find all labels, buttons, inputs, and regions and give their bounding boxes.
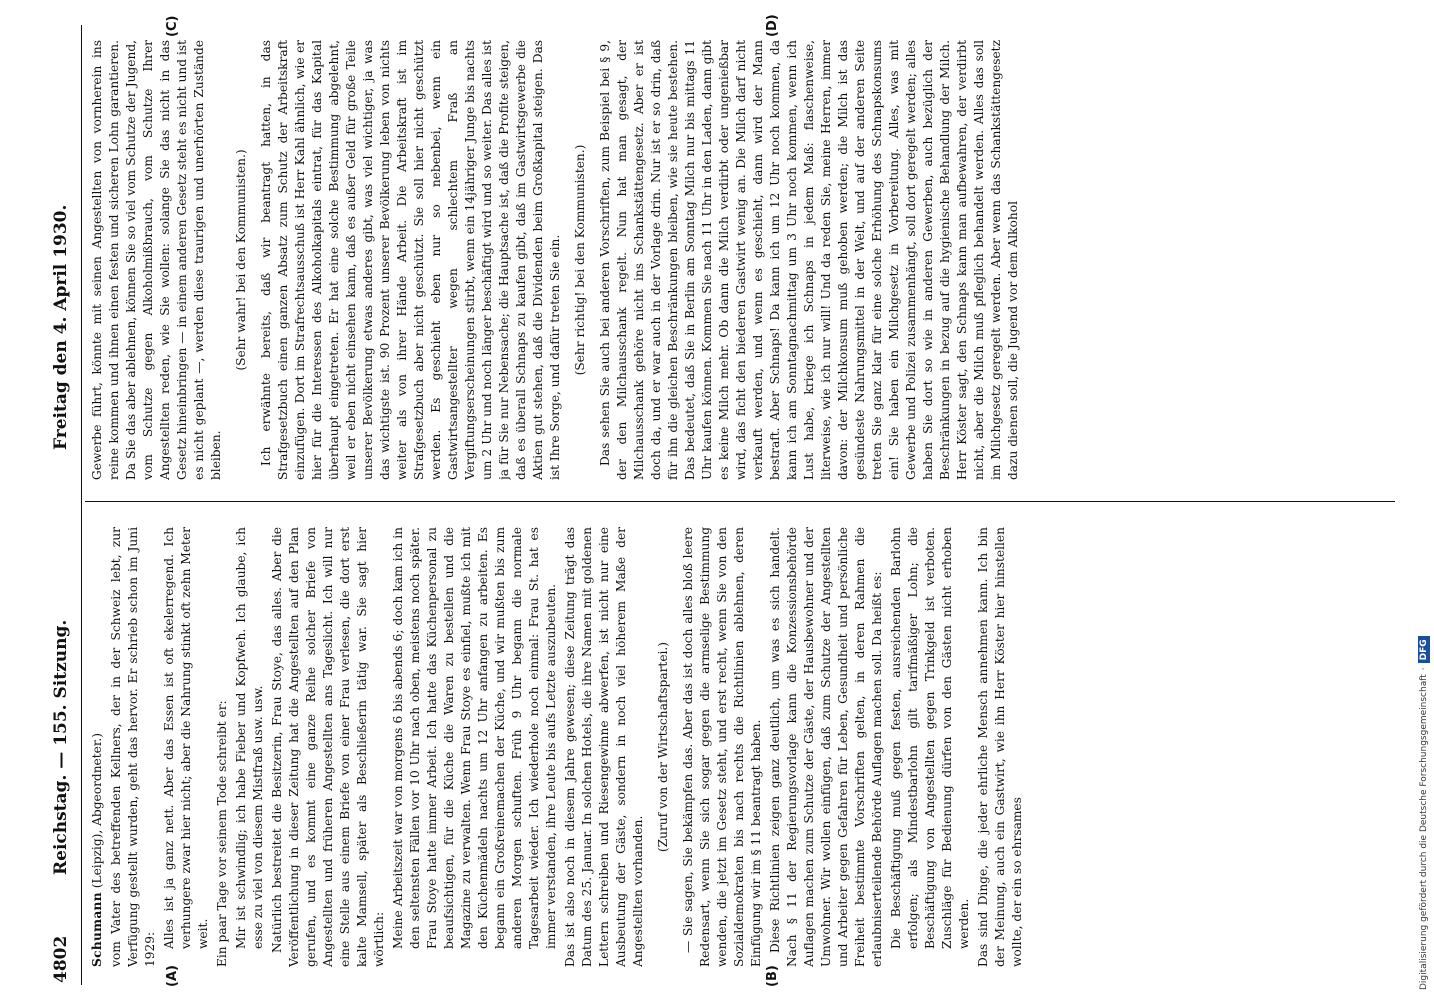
document-page bbox=[45, 14, 1405, 987]
paragraph: vom Vater des betreffenden Kellners, der in der Schweiz lebt, zur Verfügung gestellt wurden, geht das hervor. Er schrieb schon im Juni 1929: bbox=[109, 527, 157, 967]
left-column bbox=[89, 527, 1389, 967]
paragraph: Natürlich bestreitet die Besitzerin, Frau Stoye, das alles. Aber die Veröffentlichung in dieser Zeitung hat die Angestellten auf den Plan gerufen, und es kommt eine ganze Reihe solcher Briefe von Angestellten und früheren Angestellten ans Tageslicht. Ich will nur eine Stelle aus einem Briefe von einer Frau verlesen, die dort erst kalte Mamsell, später als Beschließerin tätig war. Sie sagt hier wörtlich: bbox=[270, 527, 386, 967]
session-date: Freitag den 4. April 1930. bbox=[51, 204, 71, 450]
paragraph: Gewerbe führt, könnte mit seinen Angestellten von vornherein ins reine kommen und ihnen einen festen und sicheren Lohn garantieren. Da Sie das aber ablehnen, können Sie so viel vom Schutze der Jugend, vom Schutze gegen Alkoholmißbrauch, vom Schutze Ihrer Angestellten reden, wie Sie wollen: solange Sie das nicht in das Gesetz hineinbringen — in einem anderen Gesetz steht es nicht und ist es nicht geplant —, werden diese traurigen und unerhörten Zustände bleiben. bbox=[90, 40, 223, 480]
quotation: Alles ist ja ganz nett. Aber das Essen ist oft ekelerregend. Ich verhungere zwar hier nicht; aber die Nahrung stinkt oft zehn Meter weit. bbox=[162, 527, 210, 949]
interjection: (Sehr wahr! bei den Kommunisten.) bbox=[234, 149, 248, 371]
paragraph: Ich erwähnte bereits, daß wir beantragt hatten, in das Strafgesetzbuch einen ganzen Absatz zum Schutz der Arbeitskraft einzufügen. Dort im Strafrechtsausschuß ist Herr Kahl ähnlich, wie er hier für die Interessen des Alkoholkapitals eintrat, für das Kapital überhaupt eingetreten. Er hat eine solche Bestimmung abgelehnt, weil er eben nicht einsehen kann, daß es außer Geld für große Teile unserer Bevölkerung etwas anderes gibt, was viel wichtiger, ja was das wichtigste ist. 90 Prozent unserer Bevölkerung leben von nichts weiter als von ihrer Hände Arbeit. Die Arbeitskraft ist im Strafgesetzbuch aber nicht geschützt. Sie soll hier nicht geschützt werden. Es geschieht eben nur so nebenbei, wenn ein Gastwirtsangestellter wegen schlechtem Fraß an Vergiftungserscheinungen stirbt, wenn ein 14jähriger Junge bis nachts um 2 Uhr und noch länger beschäftigt wird und so weiter. Das alles ist ja für Sie nur Nebensache; die Hauptsache ist, daß die Profite steigen, daß es überall Schnaps zu kaufen gibt, daß im Gastwirtsgewerbe die Aktien gut stehen, daß die Dividenden beim Großkapital steigen. Das ist Ihre Sorge, und dafür treten Sie ein. bbox=[259, 40, 562, 480]
right-column bbox=[89, 40, 1389, 480]
interjection: (Zuruf von der Wirtschaftspartei.) bbox=[656, 641, 670, 853]
margin-marker-d: (D) bbox=[765, 14, 780, 37]
quotation: Mir ist schwindlig; ich habe Fieber und Kopfweh. Ich glaube, ich esse zu viel von diesem Mistfraß usw. usw. bbox=[234, 527, 265, 949]
dfg-logo: DFG bbox=[1418, 636, 1430, 663]
column-divider bbox=[85, 501, 1395, 502]
quotation: Die Beschäftigung muß gegen festen, ausreichenden Barlohn erfolgen; als Mindestbarlohn gilt tarifmäßiger Lohn; die Beschäftigung von Angestellten gegen Trinkgeld ist verboten. Zuschläge für Bedienung dürfen von den Gästen nicht erhoben werden. bbox=[889, 527, 971, 949]
paragraph: Das ist also noch in diesem Jahre gewesen; diese Zeitung trägt das Datum des 25. Januar. In solchen Hotels, die ihre Namen mit goldenen Lettern schreiben und Riesengewinne abwerfen, ist nicht nur eine Ausbeutung der Gäste, sondern in noch viel höherem Maße der Angestellten vorhanden. bbox=[563, 527, 645, 967]
speaker-suffix: (Leipzig), Abgeordneter.) bbox=[90, 733, 104, 889]
margin-marker-a: (A) bbox=[165, 965, 180, 987]
paragraph: Das sehen Sie auch bei anderen Vorschriften, zum Beispiel bei § 9, der den Milchausschank regelt. Nun hat man gesagt, der Milchausschank gehöre nicht ins Schankstättengesetz. Aber er ist doch da, und er war auch in der Vorlage drin. Nur ist er so drin, daß für ihn die gleichen Beschränkungen bleiben, wie sie heute bestehen. Das bedeutet, daß Sie in Berlin am Sonntag Milch nur bis mittags 11 Uhr kaufen können. Kommen Sie nach 11 Uhr in den Laden, dann gibt es keine Milch mehr. Ob dann die Milch verdirbt oder ungenießbar wird, das ficht den biederen Gastwirt wenig an. Die Milch darf nicht verkauft werden, und wenn es geschieht, dann wird der Mann bestraft. Aber Schnaps! Da kann ich um 12 Uhr noch kommen, da kann ich am Sonntagnachmittag um 3 Uhr noch kommen, wenn ich Lust habe, kriege ich Schnaps in jedem Maß: flaschenweise, literweise, wie ich nur will! Und da reden Sie, meine Herren, immer davon: der Milchkonsum muß gehoben werden; die Milch ist das gesündeste Nahrungsmittel in der Welt, und auf der anderen Seite treten Sie ganz klar für eine solche Erhöhung des Schnapskonsums ein! Sie haben ein Milchgesetz in Vorbereitung. Alles, was mit Gewerbe und Polizei zusammenhängt, soll dort geregelt werden; alles haben Sie dort so wie in anderen Gewerben, auch bezüglich der Beschränkungen in bezug auf die hygienische Behandlung der Milch. Herr Köster sagt, den Schnaps kann man aufbewahren, der verdirbt nicht, aber die Milch muß pfleglich behandelt werden. Alles das soll im Milchgesetz geregelt werden. Aber wenn das Schankstättengesetz dazu dienen soll, die Jugend vor dem Alkohol bbox=[598, 40, 1020, 480]
page-header bbox=[45, 25, 82, 985]
interjection: (Sehr richtig! bei den Kommunisten.) bbox=[573, 144, 587, 376]
page-number: 4802 bbox=[51, 935, 71, 983]
paragraph: — Sie sagen, Sie bekämpfen das. Aber das ist doch alles bloß leere Redensart, wenn Sie sich sogar gegen die armselige Bestimmung wenden, die jetzt im Gesetz steht, und erst recht, wenn Sie von den Sozialdemokraten bis nach rechts die Richtlinien ablehnen, deren Einfügung wir im § 11 beantragt haben. bbox=[681, 527, 763, 967]
paragraph: Diese Richtlinien zeigen ganz deutlich, um was es sich handelt. Nach § 11 der Regierungsvorlage kann die Konzessionsbehörde Auflagen machen zum Schutze der Gäste, der Hausbewohner und der Umwohner. Wir wollen einfügen, daß zum Schutze der Angestellten und Arbeiter gegen Gefahren für Leben, Gesundheit und persönliche Freiheit bestimmte Vorschriften gelten, in deren Rahmen die erlaubniserteilende Behörde Auflagen machen soll. Da heißt es: bbox=[768, 527, 884, 967]
paragraph: Ein paar Tage vor seinem Tode schreibt er: bbox=[215, 700, 229, 967]
margin-marker-c: (C) bbox=[165, 15, 180, 37]
paragraph: Das sind Dinge, die jeder ehrliche Mensch annehmen kann. Ich bin der Meinung, auch ein Gastwirt, wie ihn Herr Köster hier hinstellen wollte, der ein so ehrsames bbox=[976, 527, 1024, 967]
speaker-line bbox=[89, 527, 106, 967]
margin-marker-b: (B) bbox=[765, 965, 780, 987]
running-head: Reichstag. — 155. Sitzung. bbox=[51, 619, 71, 875]
credit-text: Digitalisierung gefördert durch die Deutsche Forschungsgemeinschaft bbox=[1419, 674, 1429, 990]
quotation: Meine Arbeitszeit war von morgens 6 bis abends 6; doch kam ich in den seltensten Fällen vor 10 Uhr nach oben, meistens noch später. Frau Stoye hatte immer Arbeit. Ich hatte das Küchenpersonal zu beaufsichtigen, für die Küche die Waren zu bestellen und die Magazine zu verwalten. Wenn Frau Stoye es einfiel, mußte ich mit den Küchenmädeln nachts um 12 Uhr anfangen zu arbeiten. Es begann ein Großreinemachen der Küche, und wir mußten bis zum anderen Morgen schuften. Früh 9 Uhr begann die normale Tagesarbeit wieder. Ich wiederhole noch einmal: Frau St. hat es immer verstanden, ihre Leute bis aufs Letzte auszubeuten. bbox=[391, 527, 558, 949]
speaker-name: Schumann bbox=[90, 892, 104, 967]
digitization-credit: Digitalisierung gefördert durch die Deutsche Forschungsgemeinschaft · DFG bbox=[1418, 636, 1430, 990]
